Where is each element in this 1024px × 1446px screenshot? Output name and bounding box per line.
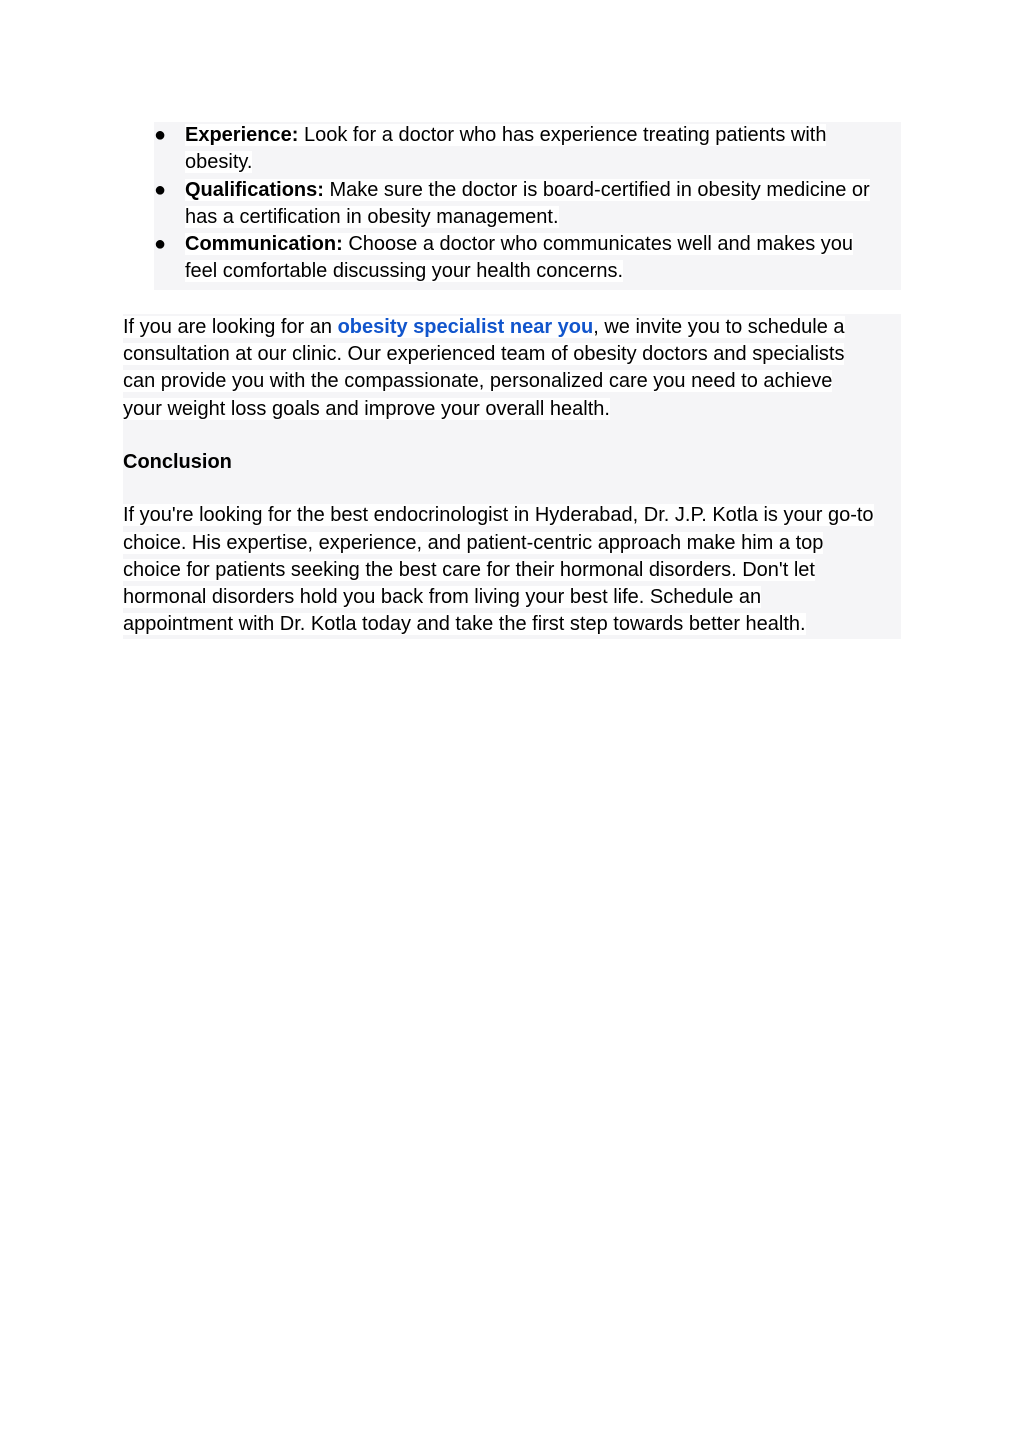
document-body <box>123 122 901 639</box>
bullet-icon: ● <box>154 124 167 146</box>
invite-text: , we invite you to schedule a <box>593 315 845 338</box>
invite-paragraph <box>123 314 901 639</box>
invite-text: your weight loss goals and improve your overall health. <box>123 397 610 420</box>
bullet-label: Qualifications: <box>185 178 324 201</box>
bullet-label: Experience: <box>185 124 299 146</box>
invite-text: If you are looking for an <box>123 315 338 338</box>
bullet-text: feel comfortable discussing your health concerns. <box>185 260 624 283</box>
list-item-communication <box>154 231 901 286</box>
bullet-text: Make sure the doctor is board-certified in obesity medicine or <box>323 178 870 201</box>
conclusion-text: appointment with Dr. Kotla today and take the first step towards better health. <box>123 613 806 636</box>
bullet-icon: ● <box>154 178 167 201</box>
conclusion-heading: Conclusion <box>123 450 232 473</box>
bullet-icon: ● <box>154 233 167 256</box>
bullet-label: Communication: <box>185 233 343 256</box>
conclusion-text: hormonal disorders hold you back from living your best life. Schedule an <box>123 586 762 609</box>
bullet-text: Choose a doctor who communicates well and makes you <box>342 233 854 256</box>
criteria-list <box>154 122 901 290</box>
bullet-text: obesity. <box>185 151 253 174</box>
conclusion-text: If you're looking for the best endocrinologist in Hyderabad, Dr. J.P. Kotla is your go-to <box>123 504 874 527</box>
list-item-experience <box>154 122 901 177</box>
invite-text: consultation at our clinic. Our experienced team of obesity doctors and specialists <box>123 343 845 366</box>
bullet-text: Look for a doctor who has experience treating patients with <box>298 124 827 146</box>
invite-text: can provide you with the compassionate, personalized care you need to achieve <box>123 370 833 393</box>
list-item-qualifications <box>154 177 901 232</box>
conclusion-text: choice for patients seeking the best care for their hormonal disorders. Don't let <box>123 558 815 581</box>
bullet-text: has a certification in obesity management. <box>185 205 559 228</box>
conclusion-text: choice. His expertise, experience, and patient-centric approach make him a top <box>123 531 824 554</box>
obesity-specialist-link[interactable]: obesity specialist near you <box>337 315 594 338</box>
